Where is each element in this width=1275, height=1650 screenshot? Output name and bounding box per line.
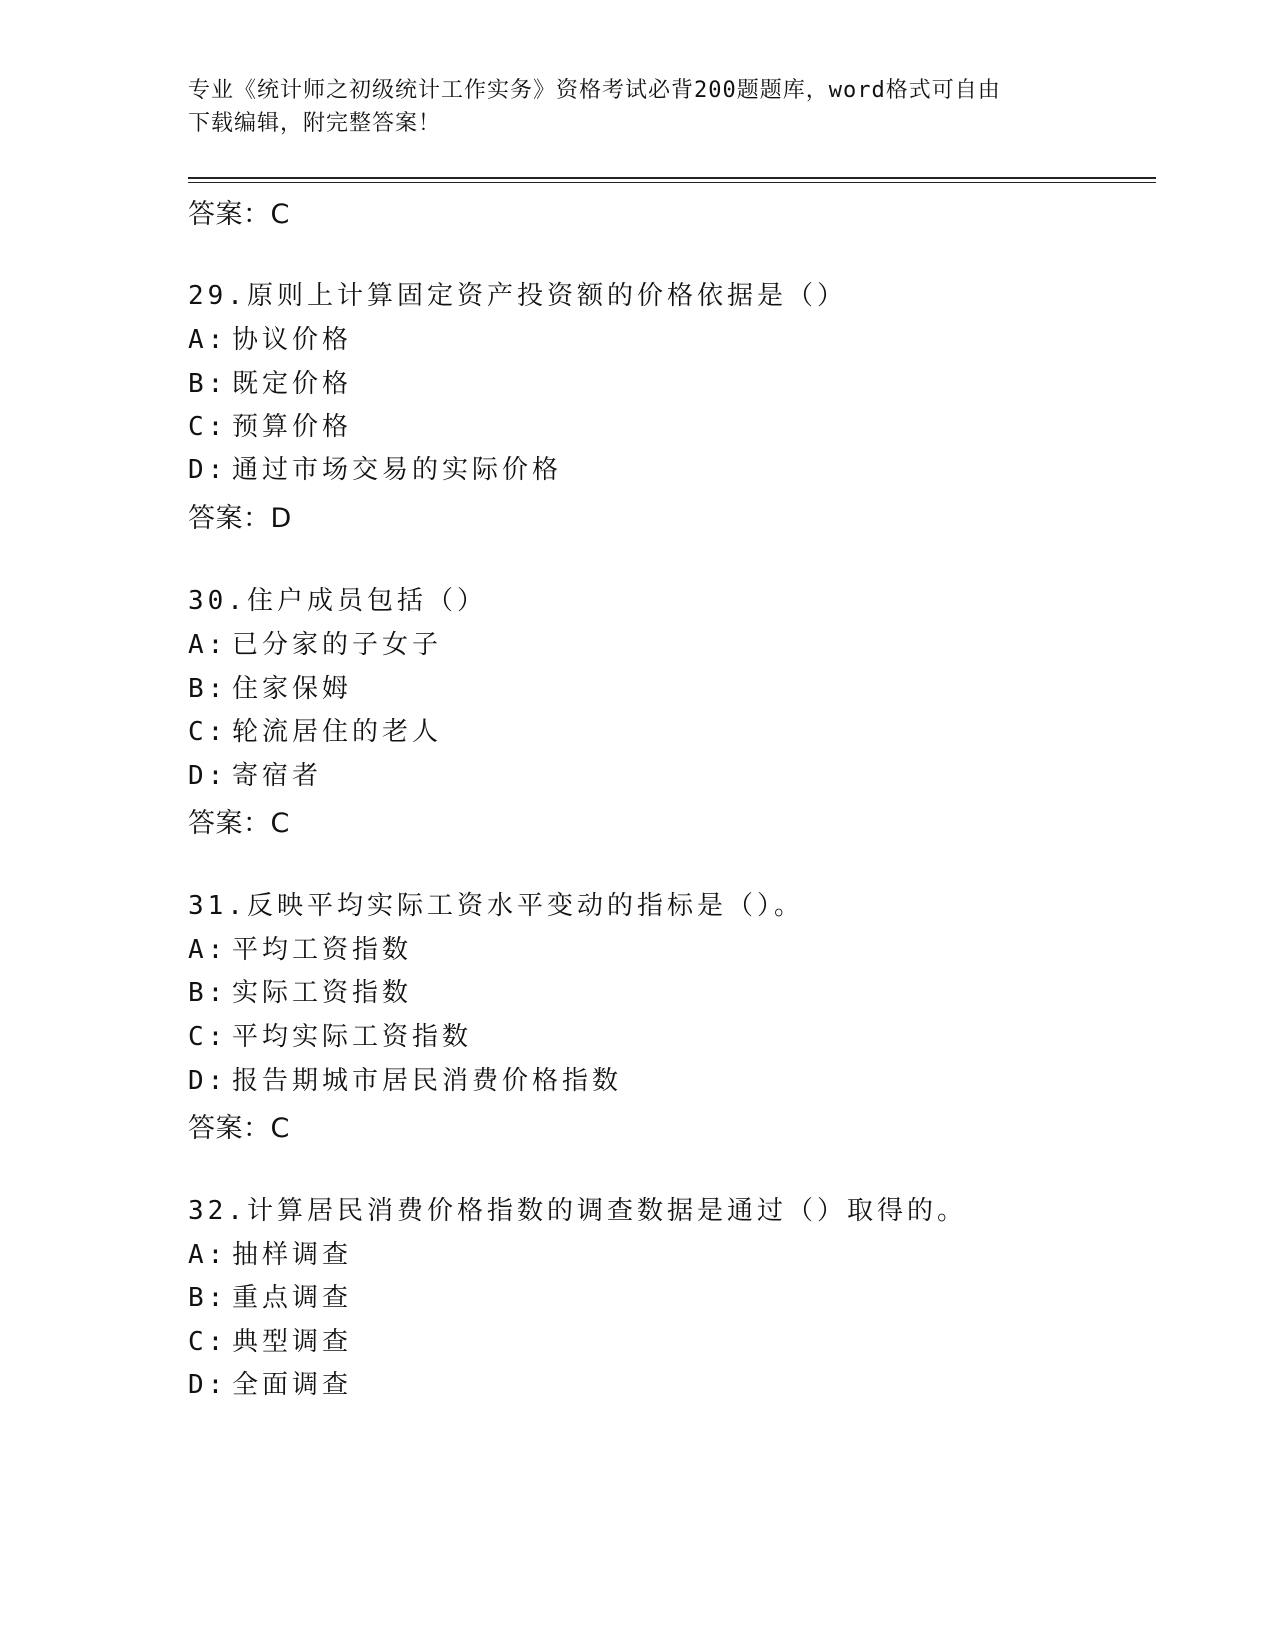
document-header xyxy=(188,74,1088,140)
option-letter: C: xyxy=(188,1022,228,1052)
option-letter: B: xyxy=(188,369,228,399)
option-letter: A: xyxy=(188,325,228,355)
option-b xyxy=(188,363,352,400)
option-letter: A: xyxy=(188,630,228,660)
option-text: 通过市场交易的实际价格 xyxy=(232,455,563,485)
option-letter: D: xyxy=(188,455,228,485)
option-letter: D: xyxy=(188,1370,228,1400)
question-stem: 30.住户成员包括（） xyxy=(188,586,487,616)
option-text: 已分家的子女子 xyxy=(232,630,443,660)
option-letter: A: xyxy=(188,1240,228,1270)
option-a xyxy=(188,319,352,356)
option-b xyxy=(188,972,412,1009)
option-d xyxy=(188,449,562,486)
option-a xyxy=(188,624,442,661)
header-line-1: 专业《统计师之初级统计工作实务》资格考试必背200题题库，word格式可自由 xyxy=(188,78,1001,103)
option-b xyxy=(188,668,352,705)
option-letter: B: xyxy=(188,674,228,704)
answer-q31: 答案：C xyxy=(188,1113,290,1144)
option-text: 既定价格 xyxy=(232,369,353,399)
option-d xyxy=(188,1364,352,1401)
option-letter: B: xyxy=(188,1283,228,1313)
option-text: 全面调查 xyxy=(232,1370,353,1400)
option-letter: D: xyxy=(188,761,228,791)
option-letter: A: xyxy=(188,935,228,965)
option-a xyxy=(188,1234,352,1271)
option-d xyxy=(188,755,322,792)
option-text: 平均实际工资指数 xyxy=(232,1022,473,1052)
option-letter: C: xyxy=(188,1327,228,1357)
question-stem: 29.原则上计算固定资产投资额的价格依据是（） xyxy=(188,281,847,311)
option-text: 重点调查 xyxy=(232,1283,353,1313)
option-letter: D: xyxy=(188,1066,228,1096)
option-letter: C: xyxy=(188,717,228,747)
option-text: 实际工资指数 xyxy=(232,978,413,1008)
option-text: 抽样调查 xyxy=(232,1240,353,1270)
option-c xyxy=(188,406,352,443)
option-c xyxy=(188,711,442,748)
option-text: 预算价格 xyxy=(232,412,353,442)
header-divider-thin xyxy=(188,182,1156,183)
option-c xyxy=(188,1321,352,1358)
option-a xyxy=(188,929,412,966)
option-text: 寄宿者 xyxy=(232,761,323,791)
option-c xyxy=(188,1016,472,1053)
header-divider-thick xyxy=(188,177,1156,179)
option-letter: C: xyxy=(188,412,228,442)
question-stem: 32.计算居民消费价格指数的调查数据是通过（）取得的。 xyxy=(188,1196,967,1226)
answer-q30: 答案：C xyxy=(188,808,290,839)
question-stem: 31.反映平均实际工资水平变动的指标是（）。 xyxy=(188,891,804,921)
answer-q29: 答案：D xyxy=(188,503,292,534)
answer-q28: 答案：C xyxy=(188,199,290,230)
option-text: 典型调查 xyxy=(232,1327,353,1357)
option-text: 住家保姆 xyxy=(232,674,353,704)
option-text: 轮流居住的老人 xyxy=(232,717,443,747)
option-b xyxy=(188,1277,352,1314)
option-text: 平均工资指数 xyxy=(232,935,413,965)
option-text: 报告期城市居民消费价格指数 xyxy=(232,1066,623,1096)
option-letter: B: xyxy=(188,978,228,1008)
option-d xyxy=(188,1060,622,1097)
header-line-2: 下载编辑，附完整答案！ xyxy=(188,111,442,136)
option-text: 协议价格 xyxy=(232,325,353,355)
